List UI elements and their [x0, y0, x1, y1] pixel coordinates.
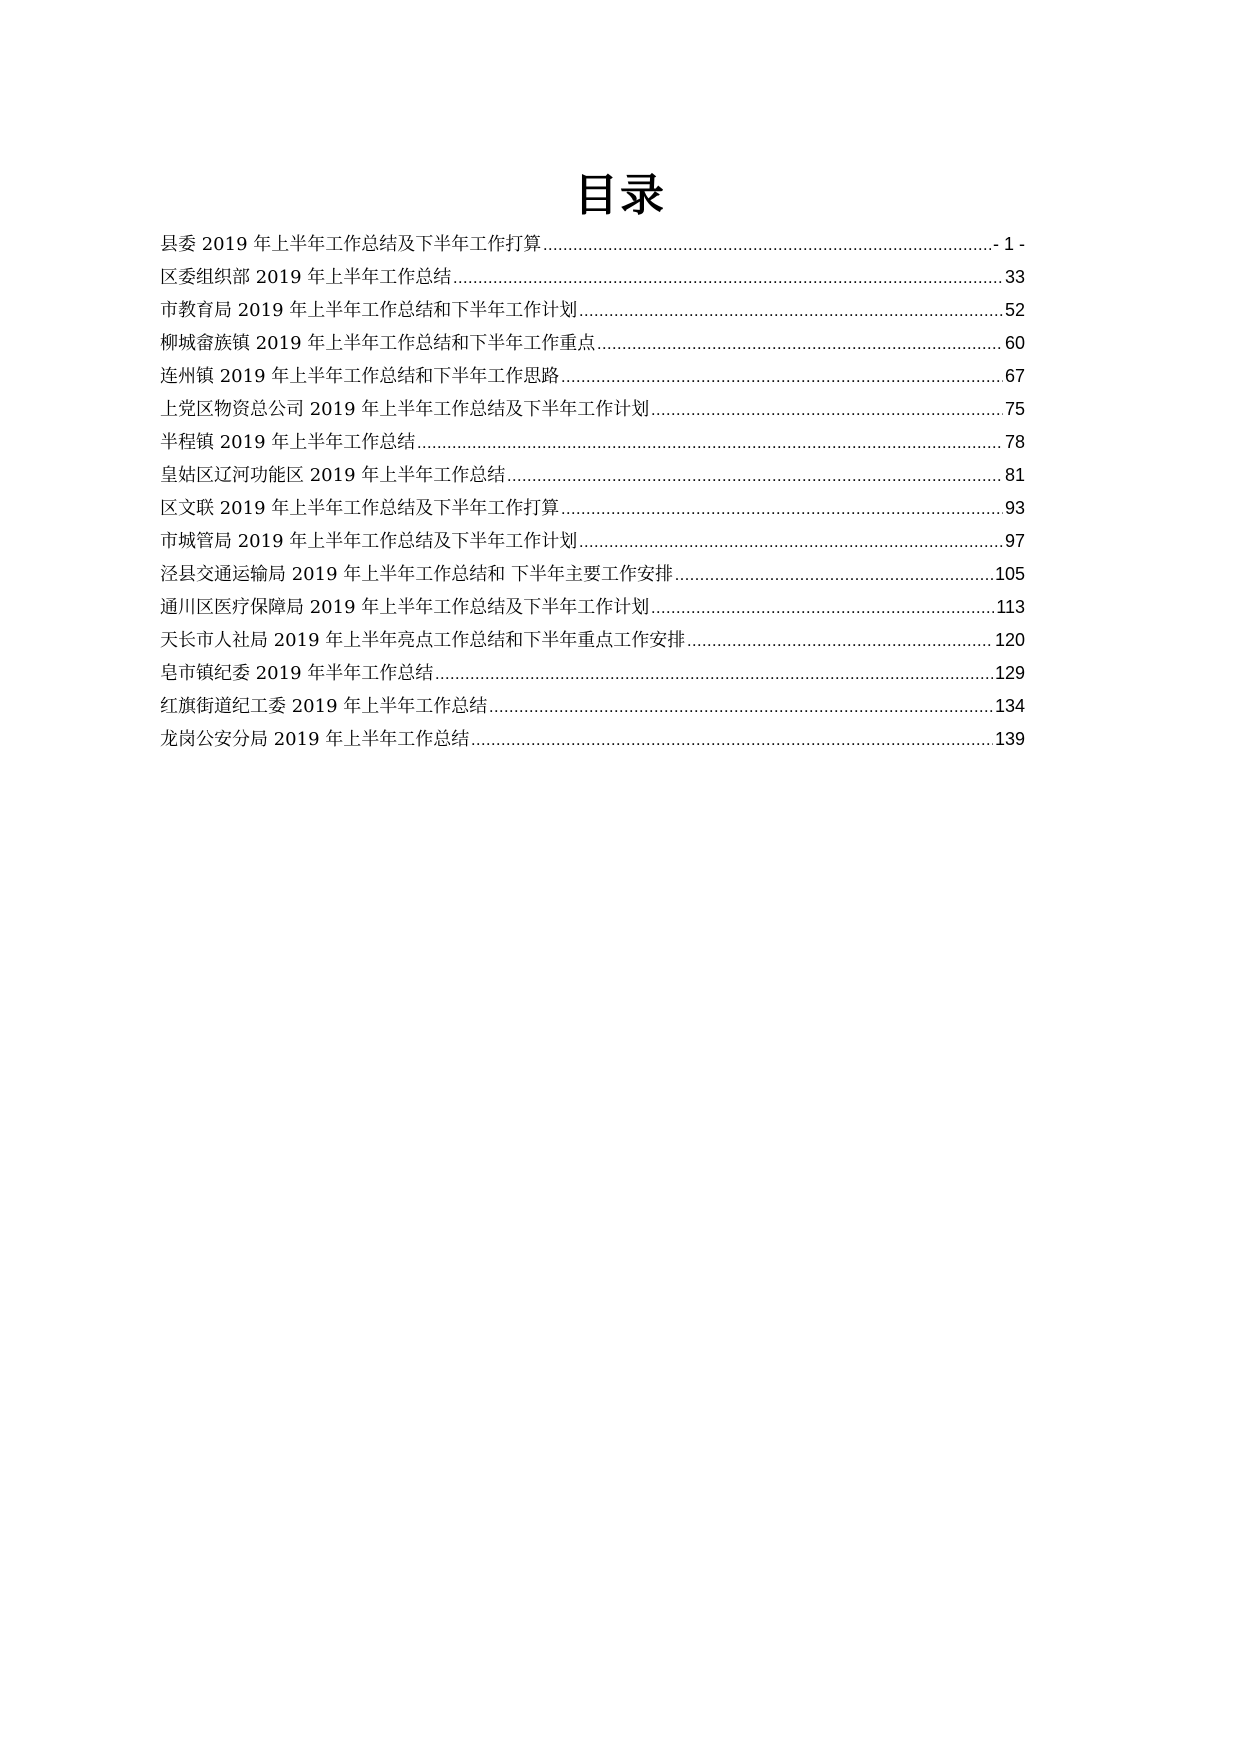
toc-entry-title: 上党区物资总公司 2019 年上半年工作总结及下半年工作计划 — [160, 399, 650, 420]
toc-leader-dots — [543, 229, 991, 262]
toc-entry-page-number: 105 — [994, 564, 1025, 584]
toc-leader-dots — [471, 724, 993, 757]
toc-entry-page-number: - 1 - — [992, 234, 1025, 254]
toc-leader-dots — [579, 526, 1003, 559]
toc-leader-dots — [417, 427, 1003, 460]
toc-leader-dots — [579, 295, 1003, 328]
toc-leader-dots — [687, 625, 993, 658]
toc-leader-dots — [597, 328, 1003, 361]
toc-leader-dots — [507, 460, 1003, 493]
toc-leader-dots — [561, 361, 1003, 394]
toc-entry[interactable] — [160, 690, 1025, 723]
toc-entry-title: 通川区医疗保障局 2019 年上半年工作总结及下半年工作计划 — [160, 597, 650, 618]
toc-entry-title: 区文联 2019 年上半年工作总结及下半年工作打算 — [160, 498, 560, 519]
toc-leader-dots — [435, 658, 993, 691]
toc-entry-title: 天长市人社局 2019 年上半年亮点工作总结和下半年重点工作安排 — [160, 630, 686, 651]
toc-entry-page-number: 129 — [994, 663, 1025, 683]
toc-entry[interactable] — [160, 525, 1025, 558]
toc-entry[interactable] — [160, 393, 1025, 426]
toc-entry-title: 连州镇 2019 年上半年工作总结和下半年工作思路 — [160, 366, 560, 387]
toc-entry-page-number: 139 — [994, 729, 1025, 749]
toc-entry-title: 半程镇 2019 年上半年工作总结 — [160, 432, 416, 453]
toc-entry-page-number: 78 — [1004, 432, 1025, 452]
toc-entry[interactable] — [160, 558, 1025, 591]
toc-entry-title: 皂市镇纪委 2019 年半年工作总结 — [160, 663, 434, 684]
toc-entry[interactable] — [160, 723, 1025, 756]
toc-entry-title: 龙岗公安分局 2019 年上半年工作总结 — [160, 729, 470, 750]
toc-entry[interactable] — [160, 360, 1025, 393]
toc-entry[interactable] — [160, 624, 1025, 657]
toc-entry-page-number: 93 — [1004, 498, 1025, 518]
toc-entry-page-number: 52 — [1004, 300, 1025, 320]
toc-leader-dots — [561, 493, 1003, 526]
toc-entry[interactable] — [160, 228, 1025, 261]
toc-entry[interactable] — [160, 261, 1025, 294]
toc-entry-title: 柳城畲族镇 2019 年上半年工作总结和下半年工作重点 — [160, 333, 596, 354]
toc-entry-title: 市城管局 2019 年上半年工作总结及下半年工作计划 — [160, 531, 578, 552]
toc-entry[interactable] — [160, 426, 1025, 459]
toc-leader-dots — [489, 691, 993, 724]
toc-entry[interactable] — [160, 294, 1025, 327]
toc-entry-title: 市教育局 2019 年上半年工作总结和下半年工作计划 — [160, 300, 578, 321]
toc-title: 目录 — [574, 170, 666, 221]
toc-entry-page-number: 97 — [1004, 531, 1025, 551]
toc-entry-title: 皇姑区辽河功能区 2019 年上半年工作总结 — [160, 465, 506, 486]
toc-entry[interactable] — [160, 327, 1025, 360]
toc-entry[interactable] — [160, 591, 1025, 624]
toc-entry-page-number: 60 — [1004, 333, 1025, 353]
toc-entry-page-number: 134 — [994, 696, 1025, 716]
toc-leader-dots — [675, 559, 993, 592]
toc-entry[interactable] — [160, 459, 1025, 492]
toc-entry-title: 红旗街道纪工委 2019 年上半年工作总结 — [160, 696, 488, 717]
toc-entry-page-number: 33 — [1004, 267, 1025, 287]
toc-entry-title: 县委 2019 年上半年工作总结及下半年工作打算 — [160, 234, 542, 255]
toc-entry-page-number: 113 — [996, 597, 1025, 617]
toc-entry[interactable] — [160, 657, 1025, 690]
toc-leader-dots — [651, 394, 1003, 427]
table-of-contents — [160, 228, 1025, 756]
toc-entry-page-number: 81 — [1004, 465, 1025, 485]
toc-entry-page-number: 120 — [994, 630, 1025, 650]
toc-entry-title: 区委组织部 2019 年上半年工作总结 — [160, 267, 452, 288]
toc-entry-page-number: 75 — [1004, 399, 1025, 419]
toc-entry-title: 泾县交通运输局 2019 年上半年工作总结和 下半年主要工作安排 — [160, 564, 673, 585]
toc-entry[interactable] — [160, 492, 1025, 525]
toc-leader-dots — [453, 262, 1003, 295]
toc-entry-page-number: 67 — [1004, 366, 1025, 386]
toc-leader-dots — [651, 592, 994, 625]
